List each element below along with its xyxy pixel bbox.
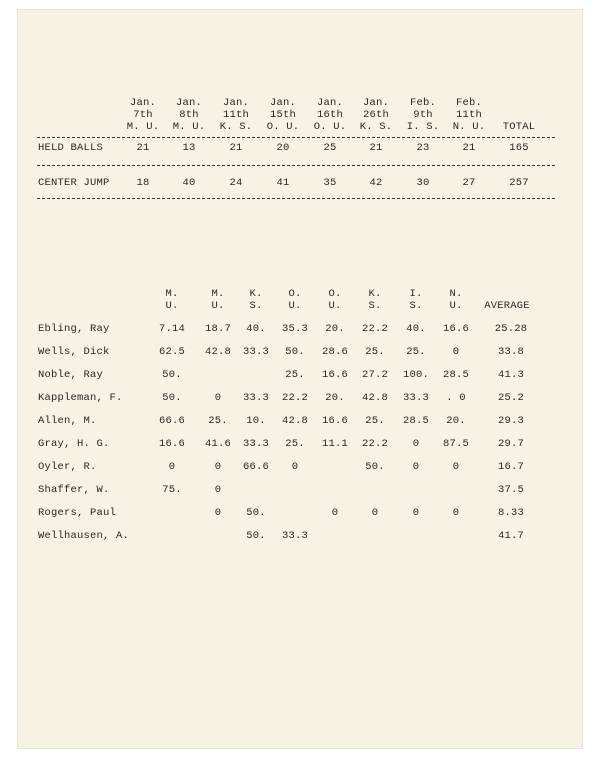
table2-col-line2: U. xyxy=(211,300,225,312)
table2-cell: 0 xyxy=(214,507,222,519)
table1-cell: 30 xyxy=(416,177,430,189)
player-name: Allen, M. xyxy=(38,415,97,427)
table1-col-day: 8th xyxy=(179,109,199,121)
table2-cell: 20. xyxy=(325,323,345,335)
table1-row-total: 165 xyxy=(509,142,529,154)
table2-cell: 16.6 xyxy=(321,415,349,427)
table2-col-line1: M. xyxy=(211,288,225,300)
table1-col-month: Jan. xyxy=(316,97,344,109)
table1-col-code: I. S. xyxy=(406,121,440,133)
table2-cell: 25. xyxy=(365,346,385,358)
table2-col-line2: S. xyxy=(249,300,263,312)
player-average: 25.2 xyxy=(497,392,525,404)
table2-cell: 42.8 xyxy=(281,415,309,427)
table2-cell: 50. xyxy=(246,507,266,519)
table2-cell: 28.5 xyxy=(402,415,430,427)
table1-cell: 42 xyxy=(369,177,383,189)
table1-total-header: TOTAL xyxy=(502,121,536,133)
table2-cell: 16.6 xyxy=(442,323,470,335)
table1-col-day: 7th xyxy=(133,109,153,121)
table2-col-line1: I. xyxy=(409,288,423,300)
table2-cell: 25. xyxy=(285,369,305,381)
table2-cell: 25. xyxy=(208,415,228,427)
table1-col-code: K. S. xyxy=(359,121,393,133)
dashed-rule xyxy=(37,165,555,166)
table2-cell: 7.14 xyxy=(158,323,186,335)
table2-cell: 0 xyxy=(412,507,420,519)
table1-cell: 21 xyxy=(136,142,150,154)
table1-col-day: 11th xyxy=(222,109,250,121)
table2-cell: 28.6 xyxy=(321,346,349,358)
table2-cell: 50. xyxy=(162,369,182,381)
table2-cell: 50. xyxy=(365,461,385,473)
table1-cell: 21 xyxy=(229,142,243,154)
table2-cell: 66.6 xyxy=(242,461,270,473)
table2-cell: 11.1 xyxy=(321,438,349,450)
table2-cell: 0 xyxy=(452,461,460,473)
player-average: 25.28 xyxy=(494,323,528,335)
table2-cell: 0 xyxy=(214,461,222,473)
table2-cell: 87.5 xyxy=(442,438,470,450)
table2-col-line1: K. xyxy=(368,288,382,300)
table2-cell: 25. xyxy=(285,438,305,450)
table1-cell: 41 xyxy=(276,177,290,189)
table1-cell: 21 xyxy=(462,142,476,154)
table1-col-day: 16th xyxy=(316,109,344,121)
table2-cell: 27.2 xyxy=(361,369,389,381)
table2-cell: 50. xyxy=(246,530,266,542)
table2-col-line1: O. xyxy=(288,288,302,300)
player-average: 37.5 xyxy=(497,484,525,496)
table2-col-line2: U. xyxy=(165,300,179,312)
table2-cell: 16.6 xyxy=(158,438,186,450)
table2-cell: 33.3 xyxy=(402,392,430,404)
table2-cell: 100. xyxy=(402,369,430,381)
table2-col-line2: U. xyxy=(288,300,302,312)
table1-cell: 20 xyxy=(276,142,290,154)
table2-col-line1: N. xyxy=(449,288,463,300)
player-average: 41.3 xyxy=(497,369,525,381)
player-average: 41.7 xyxy=(497,530,525,542)
player-average: 8.33 xyxy=(497,507,525,519)
table2-cell: 0 xyxy=(371,507,379,519)
player-name: Gray, H. G. xyxy=(38,438,110,450)
table2-cell: . 0 xyxy=(446,392,466,404)
table1-col-month: Feb. xyxy=(409,97,437,109)
player-average: 33.8 xyxy=(497,346,525,358)
table2-average-header: AVERAGE xyxy=(484,300,530,312)
table2-cell: 42.8 xyxy=(361,392,389,404)
table2-cell: 75. xyxy=(162,484,182,496)
table1-col-code: O. U. xyxy=(313,121,347,133)
table2-cell: 42.8 xyxy=(204,346,232,358)
table2-cell: 33.3 xyxy=(242,392,270,404)
table2-cell: 35.3 xyxy=(281,323,309,335)
table2-cell: 22.2 xyxy=(361,438,389,450)
table2-cell: 33.3 xyxy=(281,530,309,542)
table2-cell: 0 xyxy=(412,438,420,450)
player-name: Shaffer, W. xyxy=(38,484,110,496)
table2-cell: 0 xyxy=(291,461,299,473)
table1-col-day: 15th xyxy=(269,109,297,121)
table2-cell: 20. xyxy=(325,392,345,404)
table1-col-code: M. U. xyxy=(172,121,206,133)
table2-col-line1: K. xyxy=(249,288,263,300)
table1-col-code: N. U. xyxy=(452,121,486,133)
player-name: Oyler, R. xyxy=(38,461,97,473)
table2-cell: 0 xyxy=(214,484,222,496)
table1-cell: 25 xyxy=(323,142,337,154)
table1-cell: 35 xyxy=(323,177,337,189)
table1-col-month: Jan. xyxy=(362,97,390,109)
table1-col-day: 9th xyxy=(413,109,433,121)
table1-col-day: 26th xyxy=(362,109,390,121)
table1-col-code: M. U. xyxy=(126,121,160,133)
player-name: Noble, Ray xyxy=(38,369,104,381)
table2-cell: 50. xyxy=(162,392,182,404)
table2-cell: 0 xyxy=(412,461,420,473)
table1-col-month: Jan. xyxy=(222,97,250,109)
table2-cell: 40. xyxy=(406,323,426,335)
table2-cell: 0 xyxy=(452,346,460,358)
table1-col-day: 11th xyxy=(455,109,483,121)
player-name: Ebling, Ray xyxy=(38,323,110,335)
player-name: Rogers, Paul xyxy=(38,507,117,519)
table2-col-line2: S. xyxy=(368,300,382,312)
player-name: Wellhausen, A. xyxy=(38,530,130,542)
table2-cell: 0 xyxy=(168,461,176,473)
table2-cell: 66.6 xyxy=(158,415,186,427)
table2-cell: 22.2 xyxy=(281,392,309,404)
table1-cell: 21 xyxy=(369,142,383,154)
table1-col-code: O. U. xyxy=(266,121,300,133)
table2-cell: 0 xyxy=(214,392,222,404)
table2-cell: 62.5 xyxy=(158,346,186,358)
table2-col-line2: U. xyxy=(449,300,463,312)
table2-cell: 50. xyxy=(285,346,305,358)
table1-col-month: Jan. xyxy=(175,97,203,109)
table2-cell: 0 xyxy=(331,507,339,519)
table1-col-month: Jan. xyxy=(269,97,297,109)
table2-cell: 25. xyxy=(365,415,385,427)
table1-row-label: HELD BALLS xyxy=(38,142,104,154)
table2-col-line1: O. xyxy=(328,288,342,300)
player-name: Kappleman, F. xyxy=(38,392,123,404)
table2-cell: 22.2 xyxy=(361,323,389,335)
table1-row-total: 257 xyxy=(509,177,529,189)
table1-col-month: Feb. xyxy=(455,97,483,109)
table2-cell: 28.5 xyxy=(442,369,470,381)
player-average: 29.7 xyxy=(497,438,525,450)
table2-cell: 25. xyxy=(406,346,426,358)
table1-col-month: Jan. xyxy=(129,97,157,109)
table1-cell: 23 xyxy=(416,142,430,154)
table1-row-label: CENTER JUMP xyxy=(38,177,110,189)
table2-cell: 33.3 xyxy=(242,438,270,450)
table2-col-line2: S. xyxy=(409,300,423,312)
table1-cell: 40 xyxy=(182,177,196,189)
table2-cell: 0 xyxy=(452,507,460,519)
player-name: Wells, Dick xyxy=(38,346,110,358)
player-average: 29.3 xyxy=(497,415,525,427)
table2-col-line1: M. xyxy=(165,288,179,300)
player-average: 16.7 xyxy=(497,461,525,473)
table1-cell: 24 xyxy=(229,177,243,189)
table1-cell: 18 xyxy=(136,177,150,189)
table2-cell: 33.3 xyxy=(242,346,270,358)
table1-col-code: K. S. xyxy=(219,121,253,133)
table2-cell: 16.6 xyxy=(321,369,349,381)
table2-col-line2: U. xyxy=(328,300,342,312)
table1-cell: 13 xyxy=(182,142,196,154)
table2-cell: 18.7 xyxy=(204,323,232,335)
table2-cell: 10. xyxy=(246,415,266,427)
dashed-rule xyxy=(37,137,555,138)
table2-cell: 41.6 xyxy=(204,438,232,450)
dashed-rule xyxy=(37,198,555,199)
table2-cell: 20. xyxy=(446,415,466,427)
table1-cell: 27 xyxy=(462,177,476,189)
table2-cell: 40. xyxy=(246,323,266,335)
